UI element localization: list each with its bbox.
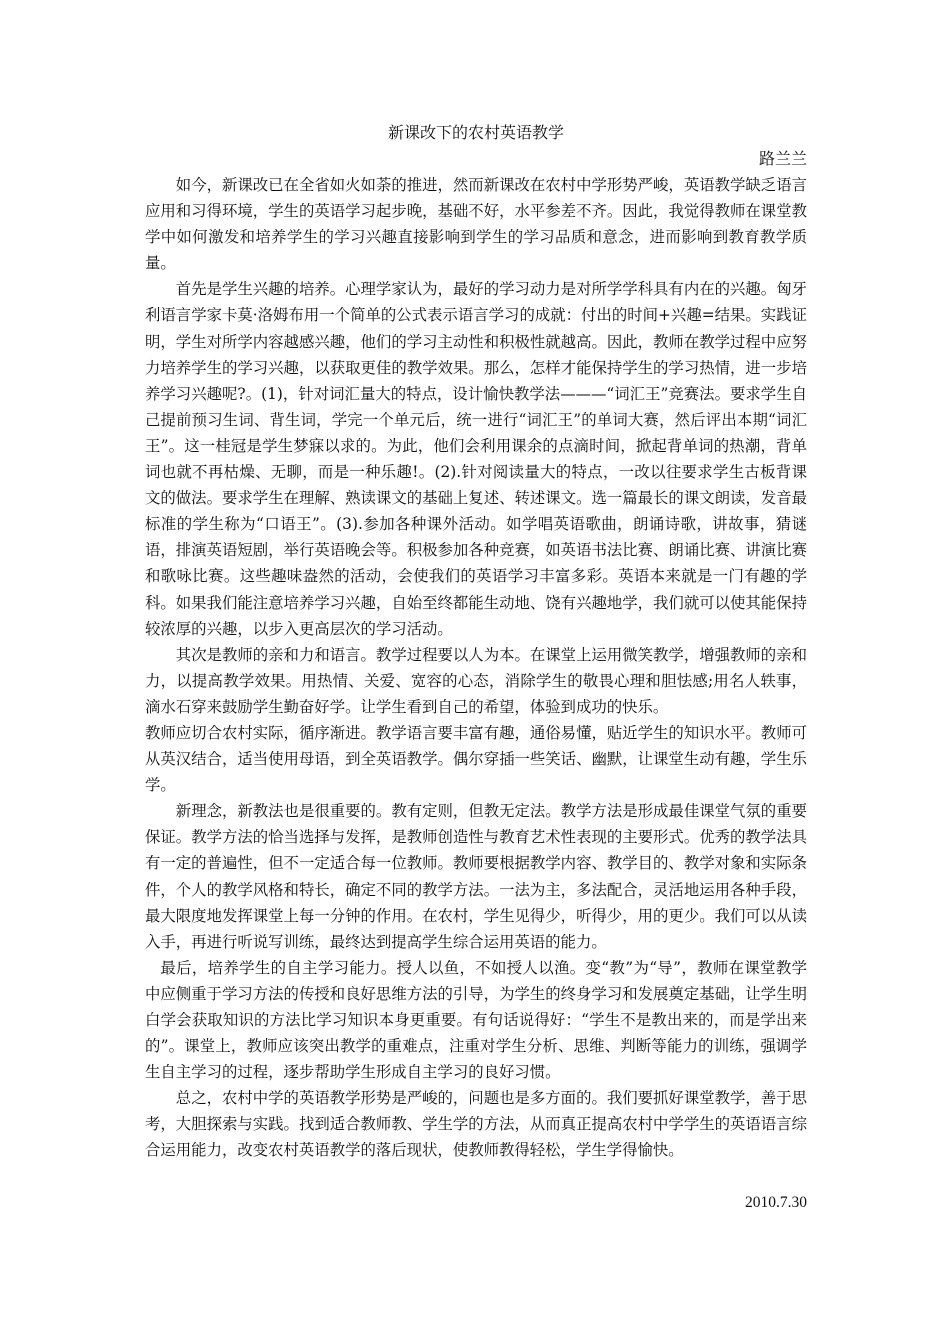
document-title: 新课改下的农村英语教学: [387, 123, 564, 142]
paragraph-teacher-affinity: 其次是教师的亲和力和语言。教学过程要以人为本。在课堂上运用微笑教学，增强教师的亲和力，以提高教学效果。用热情、关爱、宽容的心态，消除学生的敬畏心理和胆怯感;用名人轶事，滴水石穿来鼓励学生勤奋好学。让学生看到自己的希望，体验到成功的快乐。: [145, 645, 807, 716]
paragraph-autonomous-learning: 最后，培养学生的自主学习能力。授人以鱼，不如授人以渔。变“教”为“导”，教师在课堂教学中应侧重于学习方法的传授和良好思维方法的引导，为学生的终身学习和发展奠定基础，让学生明白学会获取知识的方法比学习知识本身更重要。有句话说得好：“学生不是教出来的，而是学出来的”。课堂上，教师应该突出教学的重难点，注重对学生分析、思维、判断等能力的训练，强调学生自主学习的过程，逐步帮助学生形成自主学习的良好习惯。: [145, 958, 807, 1082]
document-date: 2010.7.30: [745, 1193, 807, 1211]
paragraph-student-interest: 首先是学生兴趣的培养。心理学家认为，最好的学习动力是对所学学科具有内在的兴趣。匈牙利语言学家卡莫·洛姆布用一个简单的公式表示语言学习的成就：付出的时间+兴趣=结果。实践证明，学生对所学内容越感兴趣，他们的学习主动性和积极性就越高。因此，教师在教学过程中应努力培养学生的学习兴趣，以获取更佳的教学效果。那么，怎样才能保持学生的学习热情，进一步培养学习兴趣呢?。(1)，针对词汇量大的特点，设计愉快教学法———“词汇王”竞赛法。要求学生自己提前预习生词、背生词，学完一个单元后，统一进行“词汇王”的单词大赛，然后评出本期“词汇王”。这一桂冠是学生梦寐以求的。为此，他们会利用课余的点滴时间，掀起背单词的热潮，背单词也就不再枯燥、无聊，而是一种乐趣!。(2).针对阅读量大的特点，一改以往要求学生古板背课文的做法。要求学生在理解、熟读课文的基础上复述、转述课文。选一篇最长的课文朗读，发音最标准的学生称为“口语王”。(3).参加各种课外活动。如学唱英语歌曲，朗诵诗歌，讲故事，猜谜语，排演英语短剧，举行英语晚会等。积极参加各种竞赛，如英语书法比赛、朗诵比赛、讲演比赛和歌咏比赛。这些趣味盎然的活动，会使我们的英语学习丰富多彩。英语本来就是一门有趣的学科。如果我们能注意培养学习兴趣，自始至终都能生动地、饶有兴趣地学，我们就可以使其能保持较浓厚的兴趣，以步入更高层次的学习活动。: [145, 280, 807, 638]
paragraph-conclusion: 总之，农村中学的英语教学形势是严峻的，问题也是多方面的。我们要抓好课堂教学，善于思考，大胆探索与实践。找到适合教师教、学生学的方法，从而真正提高农村中学学生的英语语言综合运用能力，改变农村英语教学的落后现状，使教师教得轻松，学生学得愉快。: [145, 1089, 807, 1160]
author-name: 路兰兰: [758, 149, 807, 168]
paragraph-rural-practice: 教师应切合农村实际，循序渐进。教学语言要丰富有趣，通俗易懂，贴近学生的知识水平。教师可从英汉结合，适当使用母语，到全英语教学。偶尔穿插一些笑话、幽默，让课堂生动有趣，学生乐学。: [145, 723, 807, 795]
paragraph-intro: 如今，新课改已在全省如火如荼的推进，然而新课改在农村中学形势严峻，英语教学缺乏语言应用和习得环境，学生的英语学习起步晚，基础不好，水平参差不齐。因此，我觉得教师在课堂教学中如何激发和培养学生的学习兴趣直接影响到学生的学习品质和意念，进而影响到教育教学质量。: [145, 176, 807, 273]
document-page: [145, 120, 807, 1216]
paragraph-new-methods: 新理念，新教法也是很重要的。教有定则，但教无定法。教学方法是形成最佳课堂气氛的重要保证。教学方法的恰当选择与发挥，是教师创造性与教育艺术性表现的主要形式。优秀的教学法具有一定的普遍性，但不一定适合每一位教师。教师要根据教学内容、教学目的、教学对象和实际条件，个人的教学风格和特长，确定不同的教学方法。一法为主，多法配合，灵活地运用各种手段，最大限度地发挥课堂上每一分钟的作用。在农村，学生见得少，听得少，用的更少。我们可以从读入手，再进行听说写训练，最终达到提高学生综合运用英语的能力。: [145, 802, 807, 951]
